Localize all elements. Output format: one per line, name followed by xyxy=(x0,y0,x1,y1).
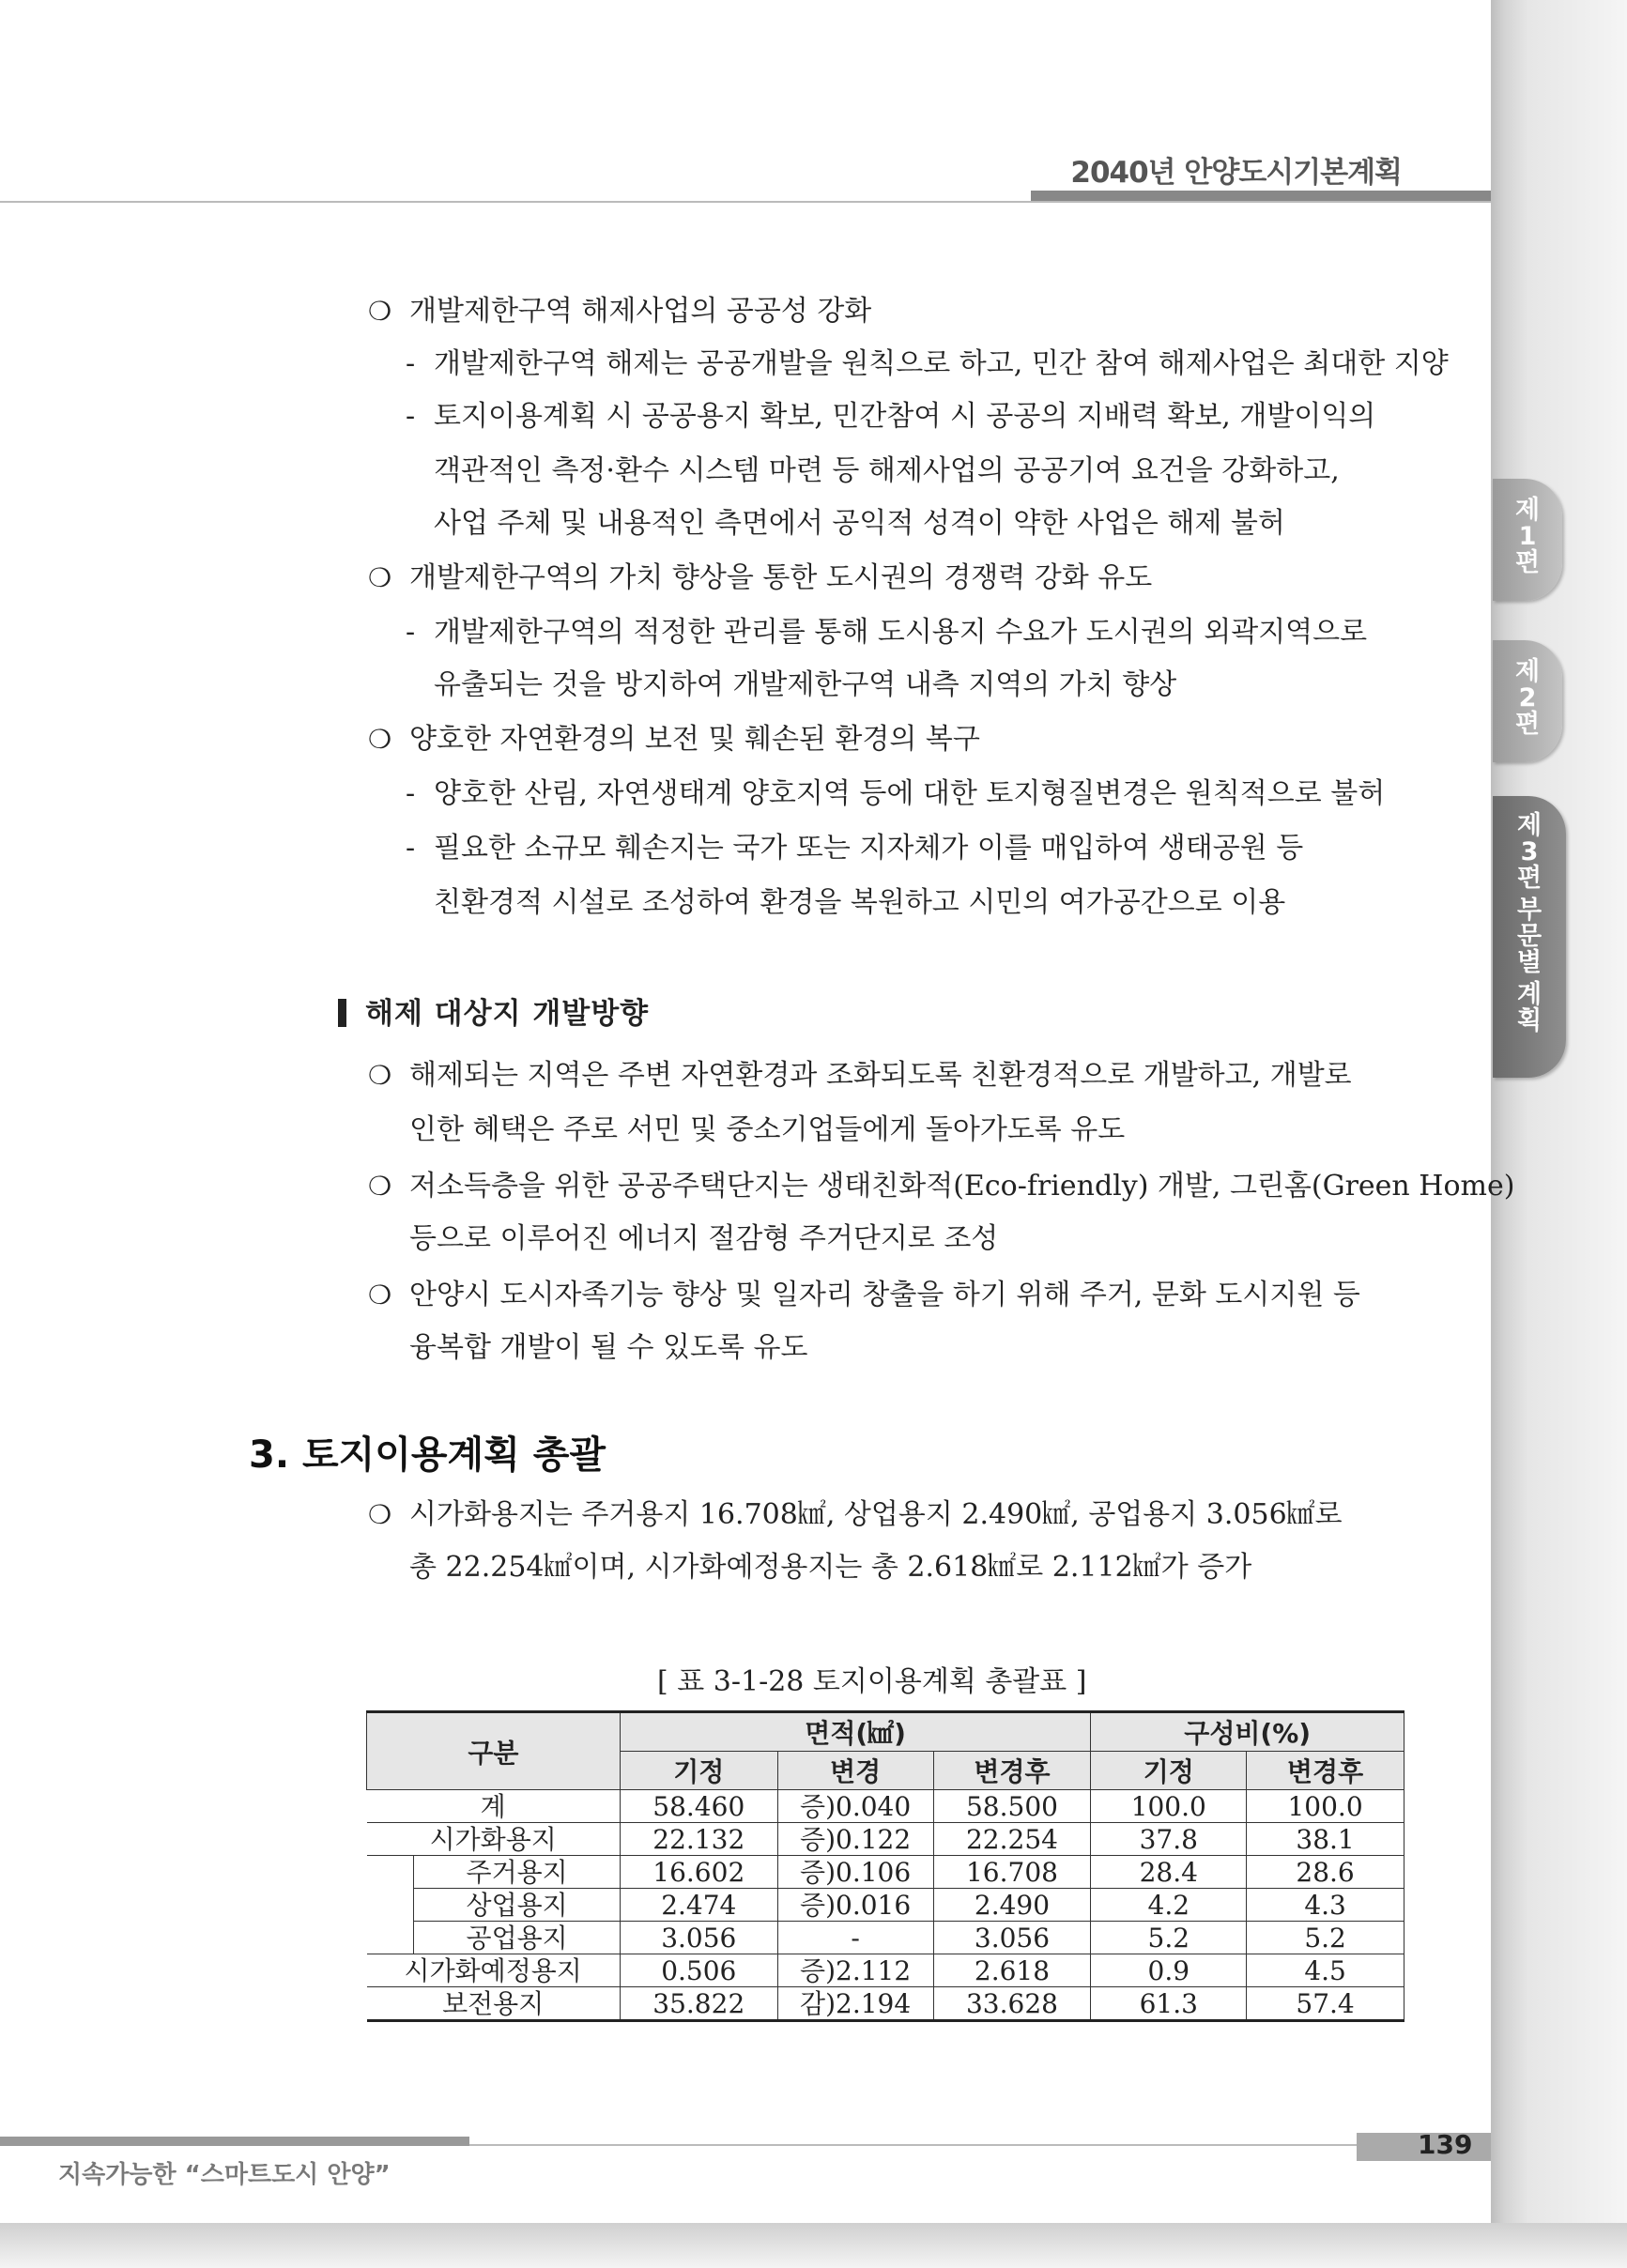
side-tab-char: 편 xyxy=(1516,864,1543,893)
row-label: 계 xyxy=(367,1790,621,1823)
body-text-line: 개발제한구역의 가치 향상을 통한 도시권의 경쟁력 강화 유도 xyxy=(409,561,1153,594)
side-tab-char: 1 xyxy=(1518,522,1537,551)
table-cell: 58.460 xyxy=(620,1790,777,1823)
table-cell: 3.056 xyxy=(620,1922,777,1954)
table-cell: 100.0 xyxy=(1091,1790,1247,1823)
side-tab-char: 편 xyxy=(1514,548,1541,577)
side-tab-char: 별 xyxy=(1516,948,1543,977)
table-row xyxy=(367,1856,1404,1889)
table-cell: 5.2 xyxy=(1091,1922,1247,1954)
table-cell: 2.490 xyxy=(933,1889,1091,1922)
table-cell: 증)0.040 xyxy=(777,1790,933,1823)
bullet-icon: ❍ xyxy=(368,1060,392,1091)
table-row xyxy=(367,1790,1404,1823)
body-text-line: 개발제한구역 해제는 공공개발을 원칙으로 하고, 민간 참여 해제사업은 최대한 지양 xyxy=(434,347,1449,380)
col-header: 변경후 xyxy=(933,1752,1091,1790)
indent-cell xyxy=(367,1856,414,1889)
side-tab-char: 제 xyxy=(1514,657,1541,686)
bullet-icon: ❍ xyxy=(368,296,392,327)
body-text-line: 토지이용계획 시 공공용지 확보, 민간참여 시 공공의 지배력 확보, 개발이익의 xyxy=(434,400,1376,433)
table-row xyxy=(367,1954,1404,1987)
side-tab-char: 편 xyxy=(1514,710,1541,739)
side-tab-char: 획 xyxy=(1516,1006,1543,1035)
header-title: 2040년 안양도시기본계획 xyxy=(1070,156,1402,190)
bullet-icon: ❍ xyxy=(368,1280,392,1310)
table-cell: 22.254 xyxy=(933,1823,1091,1856)
body-text-line: 필요한 소규모 훼손지는 국가 또는 지자체가 이를 매입하여 생태공원 등 xyxy=(434,832,1304,865)
row-label: 주거용지 xyxy=(414,1856,621,1889)
header-rule-thin xyxy=(0,201,1491,203)
table-cell: 28.4 xyxy=(1091,1856,1247,1889)
row-label: 공업용지 xyxy=(414,1922,621,1954)
land-use-table xyxy=(366,1710,1404,2022)
col-header: 변경 xyxy=(777,1752,933,1790)
side-tab-char: 부 xyxy=(1516,896,1543,925)
footer-text: 지속가능한 “스마트도시 안양” xyxy=(58,2161,391,2189)
side-tab-char: 제 xyxy=(1514,496,1541,525)
table-cell: 61.3 xyxy=(1091,1987,1247,2021)
bullet-icon: ❍ xyxy=(368,1499,392,1530)
page-edge-shadow xyxy=(1491,0,1627,2268)
side-tab-char: 계 xyxy=(1516,980,1543,1009)
table-cell: 57.4 xyxy=(1247,1987,1404,2021)
dash-marker: - xyxy=(406,347,416,380)
col-header-ratio: 구성비(%) xyxy=(1091,1712,1404,1752)
col-header: 변경후 xyxy=(1247,1752,1404,1790)
col-header-category: 구분 xyxy=(367,1712,621,1790)
table-row xyxy=(367,1823,1404,1856)
body-text-line: 해제되는 지역은 주변 자연환경과 조화되도록 친환경적으로 개발하고, 개발로 xyxy=(409,1059,1352,1092)
indent-cell xyxy=(367,1889,414,1922)
table-cell: 16.708 xyxy=(933,1856,1091,1889)
row-label: 시가화예정용지 xyxy=(367,1954,621,1987)
body-text-line: 저소득층을 위한 공공주택단지는 생태친화적(Eco-friendly) 개발, 그린홈(Green Home) xyxy=(409,1170,1515,1203)
dash-marker: - xyxy=(406,616,416,649)
table-cell: 증)2.112 xyxy=(777,1954,933,1987)
bullet-icon: ❍ xyxy=(368,1171,392,1202)
body-text-line: 개발제한구역 해제사업의 공공성 강화 xyxy=(409,295,872,328)
body-text-line: 양호한 산림, 자연생태계 양호지역 등에 대한 토지형질변경은 원칙적으로 불허 xyxy=(434,777,1386,810)
dash-marker: - xyxy=(406,400,416,433)
table-cell: 4.2 xyxy=(1091,1889,1247,1922)
side-tab-char: 2 xyxy=(1518,683,1537,713)
table-cell: 4.5 xyxy=(1247,1954,1404,1987)
table-cell: 0.506 xyxy=(620,1954,777,1987)
table-cell: 감)2.194 xyxy=(777,1987,933,2021)
side-tab-part-2[interactable] xyxy=(1493,640,1562,762)
side-tab-char: 제 xyxy=(1516,811,1543,840)
table-cell: 33.628 xyxy=(933,1987,1091,2021)
table-cell: 3.056 xyxy=(933,1922,1091,1954)
subheading xyxy=(338,989,649,1032)
subheading-marker xyxy=(338,999,346,1027)
bullet-icon: ❍ xyxy=(368,724,392,755)
table-cell: - xyxy=(777,1922,933,1954)
body-text-line: 총 22.254㎢이며, 시가화예정용지는 총 2.618㎢로 2.112㎢가 증가 xyxy=(409,1551,1252,1584)
table-cell: 28.6 xyxy=(1247,1856,1404,1889)
indent-cell xyxy=(367,1922,414,1954)
body-text-line: 객관적인 측정·환수 시스템 마련 등 해제사업의 공공기여 요건을 강화하고, xyxy=(434,454,1340,487)
body-text-line: 인한 혜택은 주로 서민 및 중소기업들에게 돌아가도록 유도 xyxy=(409,1113,1126,1146)
table-row xyxy=(367,1987,1404,2021)
body-text-line: 안양시 도시자족기능 향상 및 일자리 창출을 하기 위해 주거, 문화 도시지원 등 xyxy=(409,1279,1360,1311)
body-text-line: 사업 주체 및 내용적인 측면에서 공익적 성격이 약한 사업은 해제 불허 xyxy=(434,507,1285,540)
body-text-line: 친환경적 시설로 조성하여 환경을 복원하고 시민의 여가공간으로 이용 xyxy=(434,886,1286,919)
table-cell: 0.9 xyxy=(1091,1954,1247,1987)
body-text-line: 양호한 자연환경의 보전 및 훼손된 환경의 복구 xyxy=(409,723,980,756)
bullet-icon: ❍ xyxy=(368,562,392,593)
subheading-text: 해제 대상지 개발방향 xyxy=(365,997,650,1031)
side-tab-part-3[interactable] xyxy=(1493,796,1566,1078)
col-header: 기정 xyxy=(620,1752,777,1790)
table-cell: 2.618 xyxy=(933,1954,1091,1987)
col-header: 기정 xyxy=(1091,1752,1247,1790)
table-cell: 37.8 xyxy=(1091,1823,1247,1856)
header-rule-dark xyxy=(1031,191,1491,201)
col-header-area: 면적(㎢) xyxy=(620,1712,1091,1752)
table-cell: 38.1 xyxy=(1247,1823,1404,1856)
body-text-line: 유출되는 것을 방지하여 개발제한구역 내측 지역의 가치 향상 xyxy=(434,668,1177,701)
body-text-line: 시가화용지는 주거용지 16.708㎢, 상업용지 2.490㎢, 공업용지 3.056㎢로 xyxy=(409,1498,1343,1531)
footer-rule-dark xyxy=(0,2137,469,2146)
body-text-line: 융복합 개발이 될 수 있도록 유도 xyxy=(409,1331,808,1364)
table-cell: 증)0.016 xyxy=(777,1889,933,1922)
body-text-line: 등으로 이루어진 에너지 절감형 주거단지로 조성 xyxy=(409,1222,999,1255)
table-cell: 22.132 xyxy=(620,1823,777,1856)
table-cell: 5.2 xyxy=(1247,1922,1404,1954)
footer-rule-thin xyxy=(469,2144,1357,2146)
table-cell: 2.474 xyxy=(620,1889,777,1922)
table-cell: 증)0.122 xyxy=(777,1823,933,1856)
side-tab-char: 3 xyxy=(1520,837,1539,866)
page-bottom-shadow xyxy=(0,2223,1627,2268)
table-cell: 증)0.106 xyxy=(777,1856,933,1889)
table-cell: 35.822 xyxy=(620,1987,777,2021)
row-label: 보전용지 xyxy=(367,1987,621,2021)
dash-marker: - xyxy=(406,777,416,810)
dash-marker: - xyxy=(406,832,416,865)
table-row xyxy=(367,1922,1404,1954)
side-tab-part-1[interactable] xyxy=(1493,479,1562,601)
body-text-line: 개발제한구역의 적정한 관리를 통해 도시용지 수요가 도시권의 외곽지역으로 xyxy=(434,616,1368,649)
page-number: 139 xyxy=(1418,2129,1473,2160)
side-tab-char: 문 xyxy=(1516,922,1543,951)
table-cell: 16.602 xyxy=(620,1856,777,1889)
table-cell: 4.3 xyxy=(1247,1889,1404,1922)
table-row xyxy=(367,1889,1404,1922)
table-cell: 100.0 xyxy=(1247,1790,1404,1823)
table-cell: 58.500 xyxy=(933,1790,1091,1823)
section-title: 3. 토지이용계획 총괄 xyxy=(249,1433,606,1477)
row-label: 상업용지 xyxy=(414,1889,621,1922)
table-caption: [ 표 3-1-28 토지이용계획 총괄표 ] xyxy=(657,1665,1087,1698)
row-label: 시가화용지 xyxy=(367,1823,621,1856)
